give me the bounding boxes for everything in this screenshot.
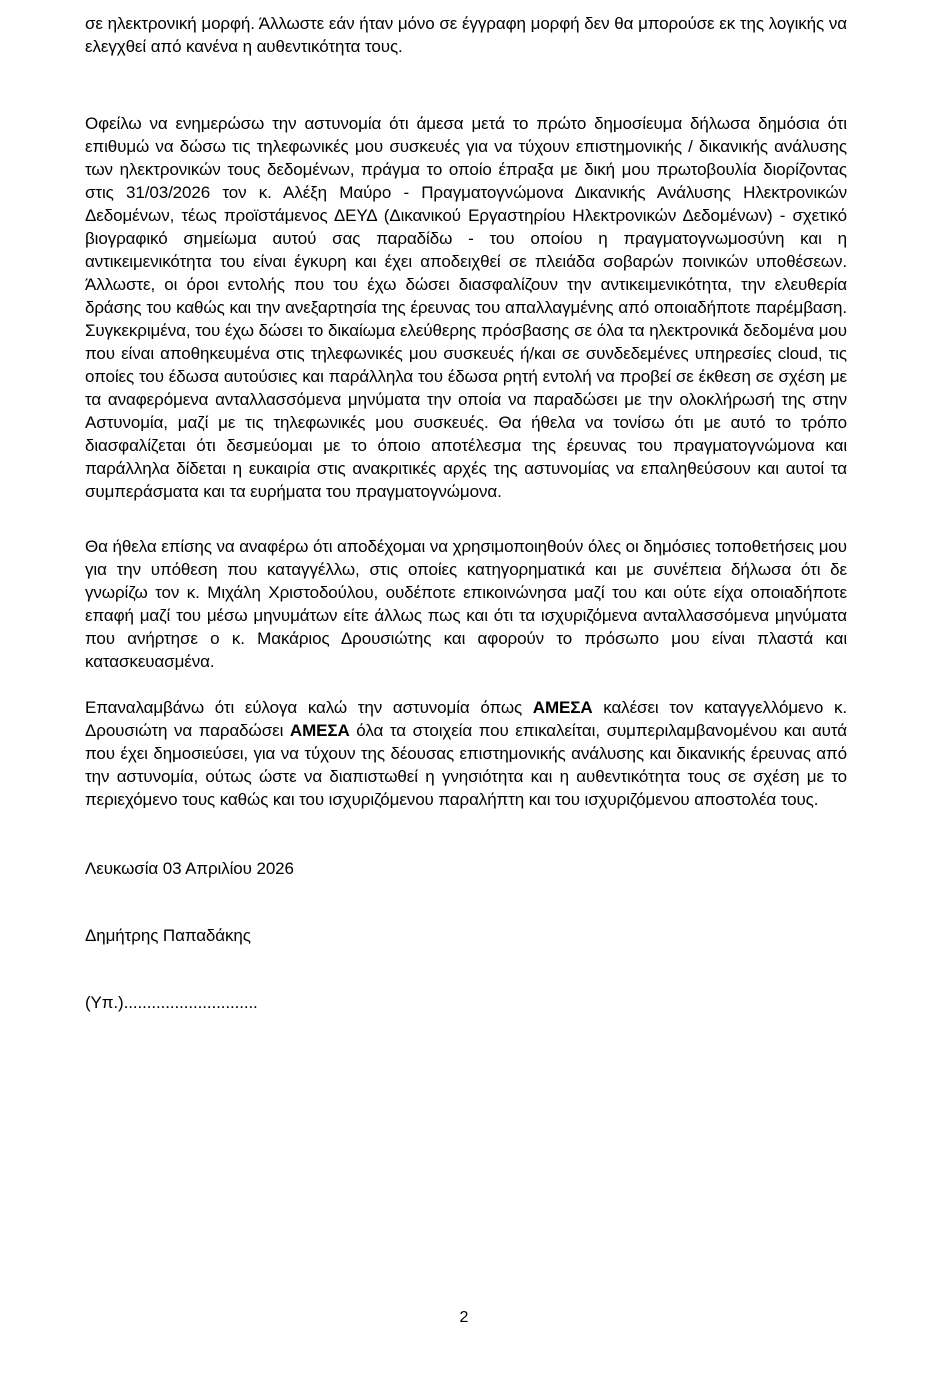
letter-body <box>85 12 847 1014</box>
public-statements-paragraph: Θα ήθελα επίσης να αναφέρω ότι αποδέχομαι να χρησιμοποιηθούν όλες οι δημόσιες τοποθετήσεις μου για την υπόθεση που καταγγέλλω, στις οποίες κατηγορηματικά και με συνέπεια δήλωσα ότι δε γνωρίζω τον κ. Μιχάλη Χριστοδούλου, ουδέποτε επικοινώνησα μαζί του και ούτε είχα οποιαδήποτε επαφή μαζί του μέσω μηνυμάτων είτε άλλως πως και ότι τα ισχυριζόμενα ανταλλασσόμενα μηνύματα που ανήρτησε ο κ. Μακάριος Δρουσιώτης και αφορούν το πρόσωπο μου είναι πλαστά και κατασκευασμένα. <box>85 537 847 671</box>
page-number: 2 <box>459 1309 469 1326</box>
expert-appointment-paragraph: Οφείλω να ενημερώσω την αστυνομία ότι άμεσα μετά το πρώτο δημοσίευμα δήλωσα δημόσια ότι επιθυμώ να δώσω τις τηλεφωνικές μου συσκευές για να τύχουν επιστημονικής / δικανικής ανάλυσης των ηλεκτρονικών τους δεδομένων, πράγμα το οποίο έπραξα με δική μου πρωτοβουλία διορίζοντας στις 31/03/2026 τον κ. Αλέξη Μαύρο - Πραγματογνώμονα Δικανικής Ανάλυσης Ηλεκτρονικών Δεδομένων, τέως προϊστάμενος ΔΕΥΔ (Δικανικού Εργαστηρίου Ηλεκτρονικών Δεδομένων) - σχετικό βιογραφικό σημείωμα αυτού σας παραδίδω - του οποίου η πραγματογνωμοσύνη και η αντικειμενικότητα του είναι έγκυρη και έχει αποδειχθεί σε πλειάδα σοβαρών ποινικών υποθέσεων. Άλλωστε, οι όροι εντολής που του έχω δώσει διασφαλίζουν την αντικειμενικότητα, την ελευθερία δράσης του καθώς και την ανεξαρτησία της έρευνας του απαλλαγμένης από οποιαδήποτε παρέμβαση. Συγκεκριμένα, του έχω δώσει το δικαίωμα ελεύθερης πρόσβασης σε όλα τα ηλεκτρονικά δεδομένα μου που είναι αποθηκευμένα στις τηλεφωνικές μου συσκευές ή/και σε συνδεδεμένες υπηρεσίες cloud, τις οποίες του έδωσα αυτούσιες και παράλληλα του έδωσα ρητή εντολή να προβεί σε έκθεση σε σχέση με τα αναφερόμενα ανταλλασσόμενα μηνύματα την οποία να παραδώσει με την ολοκλήρωσή της στην Αστυνομία, μαζί με τις τηλεφωνικές μου συσκευές. Θα ήθελα να τονίσω ότι με αυτό το τρόπο διασφαλίζεται ότι δεσμεύομαι με το όποιο αποτέλεσμα της έρευνας του πραγματογνώμονα και παράλληλα δίδεται η ευκαιρία στις ανακριτικές αρχές της αστυνομίας να επαληθεύσουν και αυτοί τα συμπεράσματα και τα ευρήματα του πραγματογνώμονα. <box>85 114 847 501</box>
continuation-paragraph: σε ηλεκτρονική μορφή. Άλλωστε εάν ήταν μόνο σε έγγραφη μορφή δεν θα μπορούσε εκ της λογικής να ελεγχθεί από κανένα η αυθεντικότητα τους. <box>85 14 847 56</box>
demand-paragraph: Επαναλαμβάνω ότι εύλογα καλώ την αστυνομία όπως ΑΜΕΣΑ καλέσει τον καταγγελλόμενο κ. Δρουσιώτη να παραδώσει ΑΜΕΣΑ όλα τα στοιχεία που επικαλείται, συμπεριλαμβανομένου και αυτά που έχει δημοσιεύσει, για να τύχουν της δέουσας επιστημονικής ανάλυσης και δικανικής έρευνας από την αστυνομία, ούτως ώστε να διαπιστωθεί η γνησιότητα και η αυθεντικότητα τους σε σχέση με το περιεχόμενο τους καθώς και του ισχυριζόμενου παραλήπτη και του ισχυριζόμενου αποστολέα τους. <box>85 698 847 809</box>
signatory-name: Δημήτρης Παπαδάκης <box>85 926 251 945</box>
signature-line: (Υπ.)............................. <box>85 993 258 1012</box>
place-date-line: Λευκωσία 03 Απριλίου 2026 <box>85 859 294 878</box>
